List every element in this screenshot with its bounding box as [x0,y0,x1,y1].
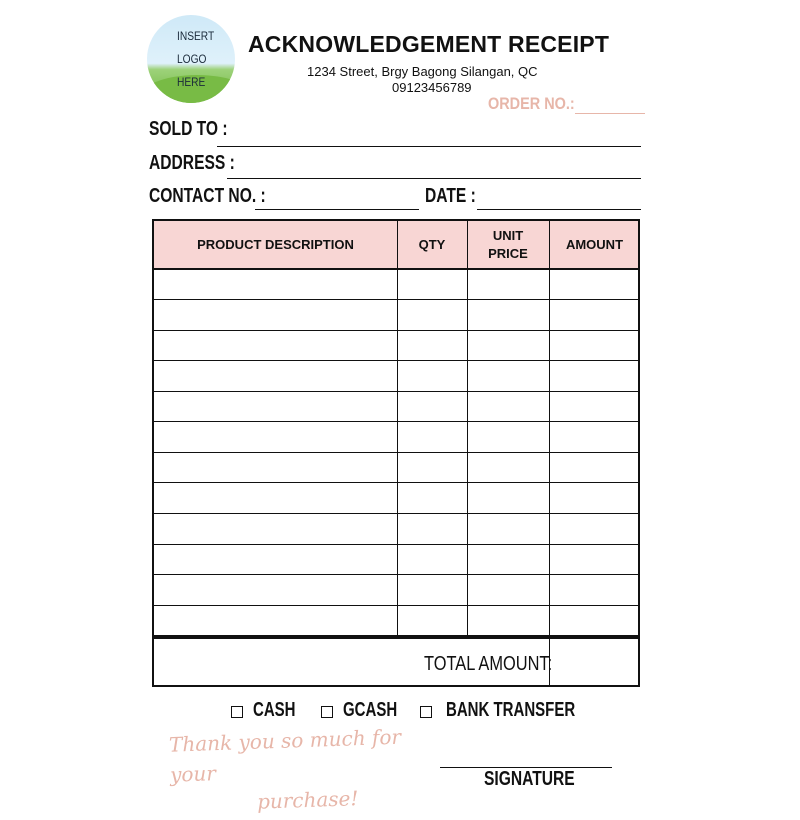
table-row[interactable] [154,605,638,606]
order-number-label: ORDER NO.: [488,94,575,113]
thank-you-line-2: purchase! [256,786,359,814]
cash-label: CASH [253,699,296,721]
date-field[interactable] [477,209,641,210]
logo-placeholder [147,15,235,103]
table-row[interactable] [154,513,638,514]
table-row[interactable] [154,391,638,392]
thank-you-line-1: Thank you so much for your [168,724,402,787]
table-header [154,221,638,270]
sold-to-label: SOLD TO : [149,118,228,140]
address-field[interactable] [227,178,641,179]
table-row[interactable] [154,421,638,422]
table-row[interactable] [154,330,638,331]
signature-label: SIGNATURE [484,768,575,790]
table-row[interactable] [154,299,638,300]
column-divider [549,221,550,685]
header-amount: AMOUNT [565,236,624,252]
sold-to-field[interactable] [217,146,641,147]
logo-text [177,25,228,94]
contact-number-label: CONTACT NO. : [149,185,266,207]
table-row[interactable] [154,482,638,483]
order-number-field[interactable] [575,113,645,114]
address-label: ADDRESS : [149,152,235,174]
column-divider [397,221,398,635]
date-label: DATE : [425,185,476,207]
header-unit-price: UNIT PRICE [488,227,528,261]
logo-line-2: LOGO [177,52,207,66]
bank-transfer-checkbox[interactable] [420,706,432,718]
logo-line-1: INSERT [177,29,215,43]
header-product-description: PRODUCT DESCRIPTION [197,236,354,252]
table-row[interactable] [154,452,638,453]
total-divider [154,635,638,639]
logo-line-3: HERE [177,75,206,89]
thank-you-note [169,720,442,819]
total-amount-label: TOTAL AMOUNT: [424,653,553,675]
cash-checkbox[interactable] [231,706,243,718]
business-phone: 09123456789 [392,80,472,95]
gcash-label: GCASH [343,699,398,721]
header-qty: QTY [418,236,446,252]
contact-number-field[interactable] [255,209,419,210]
table-row[interactable] [154,574,638,575]
bank-transfer-label: BANK TRANSFER [446,699,576,721]
table-row[interactable] [154,544,638,545]
items-table [152,219,640,687]
table-row[interactable] [154,360,638,361]
column-divider [467,221,468,635]
gcash-checkbox[interactable] [321,706,333,718]
business-address: 1234 Street, Brgy Bagong Silangan, QC [307,64,538,79]
receipt-title: ACKNOWLEDGEMENT RECEIPT [248,31,610,57]
